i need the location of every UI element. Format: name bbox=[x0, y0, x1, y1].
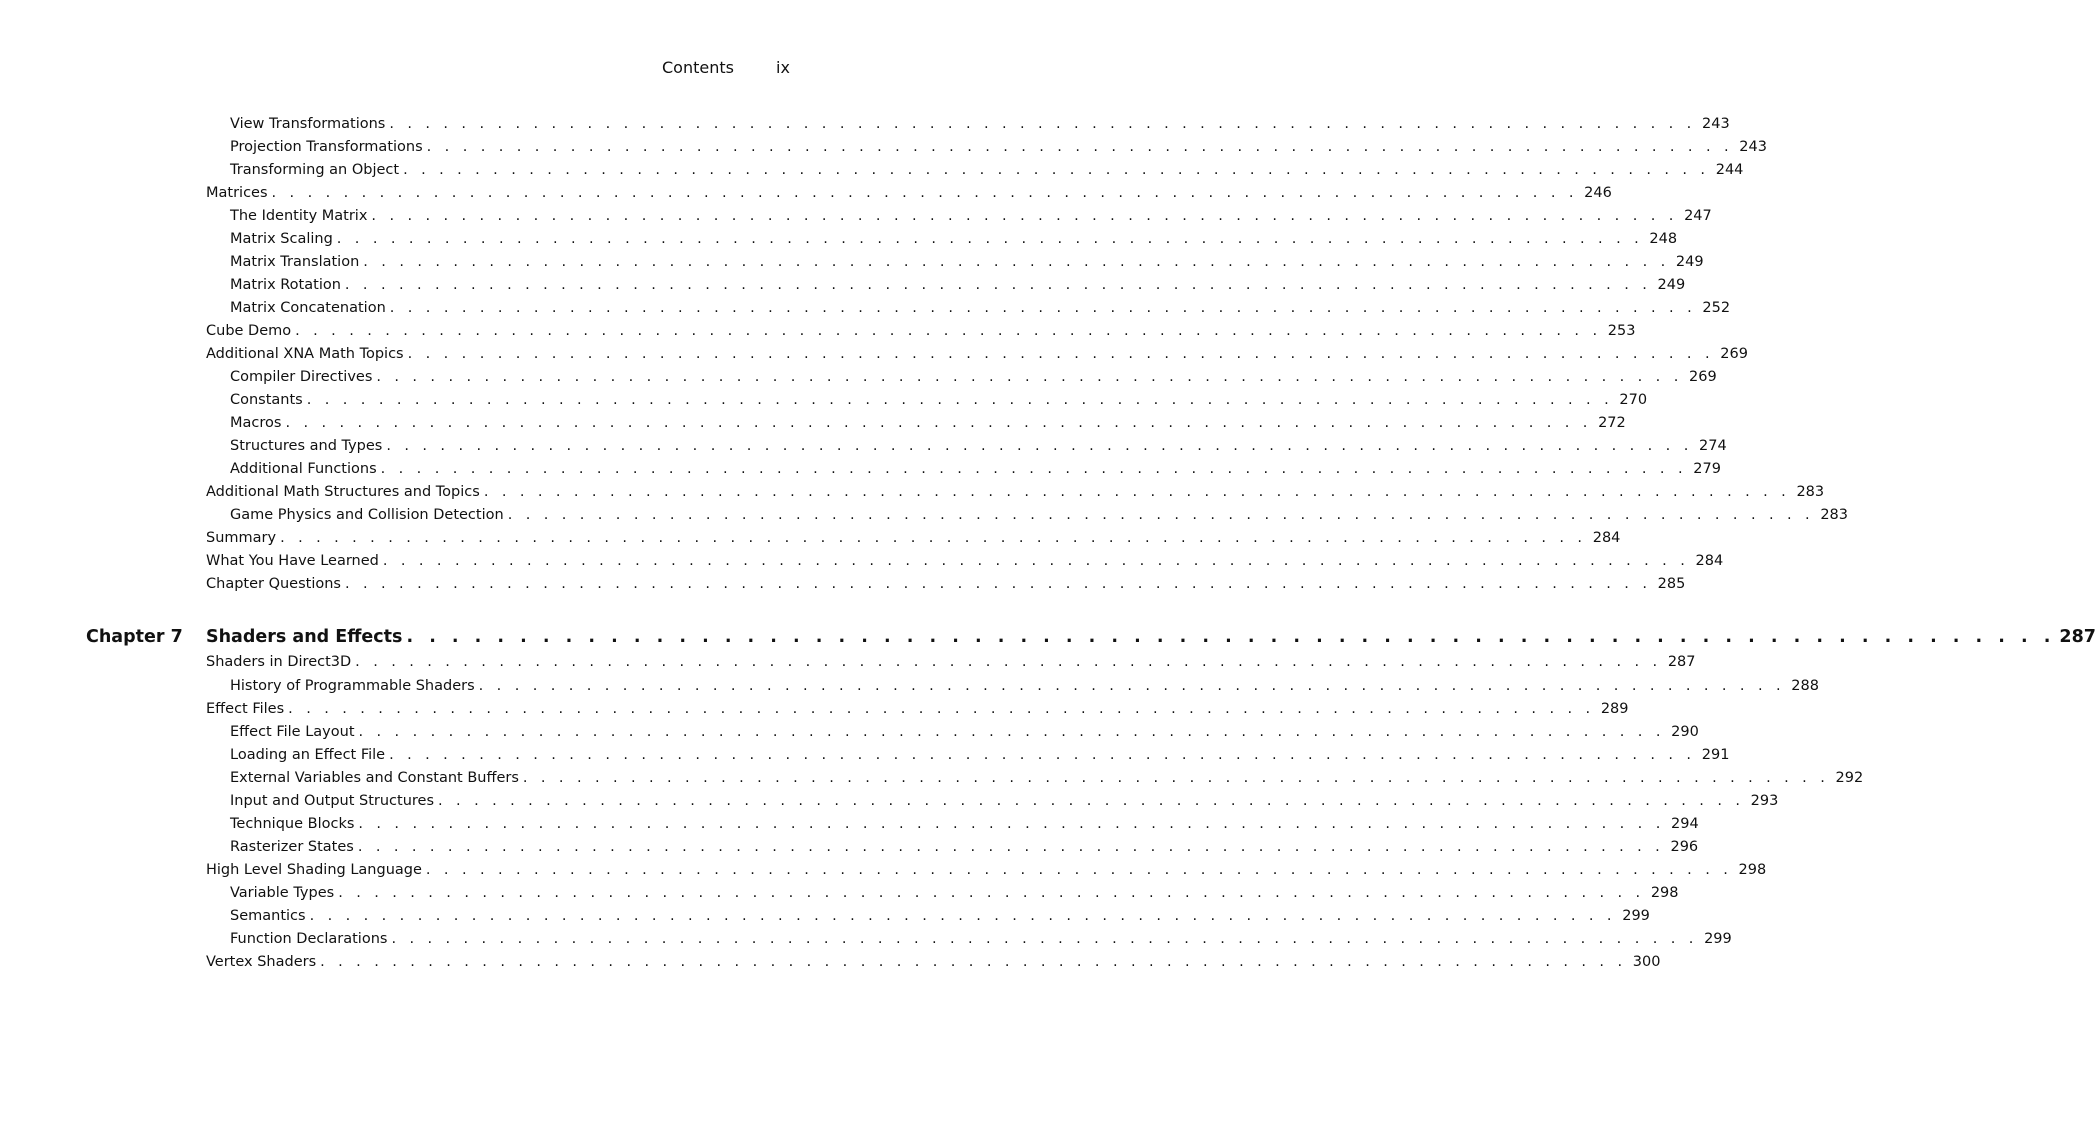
toc-entry-page: 299 bbox=[1622, 908, 1650, 924]
toc-section[interactable] bbox=[206, 321, 1636, 341]
toc-entry[interactable] bbox=[230, 814, 1699, 834]
toc-entry[interactable] bbox=[230, 505, 1849, 525]
toc-entry-page: 296 bbox=[1670, 839, 1699, 855]
toc-entry-page: 249 bbox=[1675, 254, 1704, 270]
dot-leader: . . . . . . . . . . . . . . . . . . . . . . . . . . . . . . . . . . . . . . . . . . . . . . . . . . . . . . . . . . . . . . . . . . . . . . . . . bbox=[280, 530, 1587, 546]
dot-leader: . . . . . . . . . . . . . . . . . . . . . . . . . . . . . . . . . . . . . . . . . . . . . . . . . . . . . . . . . . . . . . . . . . . . . . . . . bbox=[345, 576, 1652, 592]
toc-entry-page: 244 bbox=[1715, 162, 1744, 178]
toc-entry[interactable] bbox=[230, 252, 1704, 272]
toc-entry-page: 248 bbox=[1649, 231, 1678, 247]
dot-leader: . . . . . . . . . . . . . . . . . . . . . . . . . . . . . . . . . . . . . . . . . . . . . . . . . . . . . . . . . . . . . . . . . . . . . . . . . bbox=[507, 507, 1815, 523]
toc-section[interactable] bbox=[206, 952, 1661, 972]
toc-entry[interactable] bbox=[230, 206, 1712, 226]
toc-entry[interactable] bbox=[230, 459, 1721, 479]
toc-entry-page: 292 bbox=[1835, 770, 1864, 786]
toc-entry[interactable] bbox=[230, 722, 1699, 742]
toc-entry-label: Rasterizer States bbox=[230, 839, 354, 855]
toc-entry-label: Matrices bbox=[206, 185, 268, 201]
toc-entry[interactable] bbox=[230, 745, 1730, 765]
toc-entry-page: 243 bbox=[1739, 139, 1767, 155]
toc-entry-label: Summary bbox=[206, 530, 277, 546]
toc-section[interactable] bbox=[206, 344, 1748, 364]
toc-entry-label: Structures and Types bbox=[230, 438, 383, 454]
toc-entry-page: 287 bbox=[1667, 654, 1696, 670]
toc-entry-page: 289 bbox=[1600, 701, 1629, 717]
toc-entry-label: Effect File Layout bbox=[230, 724, 355, 740]
dot-leader: . . . . . . . . . . . . . . . . . . . . . . . . . . . . . . . . . . . . . . . . . . . . . . . . . . . . . . . . . . . . . . . . . . . . . . . . . bbox=[380, 461, 1687, 477]
dot-leader: . . . . . . . . . . . . . . . . . . . . . . . . . . . . . . . . . . . . . . . . . . . . . . . . . . . . . . . . . . . . . . . . . . . . . . . . . bbox=[358, 724, 1665, 740]
dot-leader: . . . . . . . . . . . . . . . . . . . . . . . . . . . . . . . . . . . . . . . . . . . . . . . . . . . . . . . . . . . . . . . . . . . . . . . . . bbox=[382, 553, 1690, 569]
toc-entry-page: 294 bbox=[1671, 816, 1699, 832]
toc-entry-page: 274 bbox=[1699, 438, 1727, 454]
dot-leader: . . . . . . . . . . . . . . . . . . . . . . . . . . . . . . . . . . . . . . . . . . . . . . . . . . . . . . . . . . . . . . . . . . . . . . . . . bbox=[426, 139, 1733, 155]
toc-entry[interactable] bbox=[230, 137, 1767, 157]
toc-entry-label: Loading an Effect File bbox=[230, 747, 386, 763]
toc-entry-label: What You Have Learned bbox=[206, 553, 379, 569]
dot-leader: . . . . . . . . . . . . . . . . . . . . . . . . . . . . . . . . . . . . . . . . . . . . . . . . . . . . . . . . . . . . . . . . . . . . . . . . . bbox=[320, 954, 1627, 970]
toc-section[interactable] bbox=[206, 482, 1825, 502]
dot-leader: . . . . . . . . . . . . . . . . . . . . . . . . . . . . . . . . . . . . . . . . . . . . . . . . . . . . . . . . . . . . . . . . . . . . . . . . . bbox=[285, 415, 1592, 431]
toc-entry-label: Macros bbox=[230, 415, 282, 431]
toc-entry[interactable] bbox=[230, 906, 1650, 926]
toc-entry[interactable] bbox=[230, 768, 1864, 788]
toc-entry-label: Additional Math Structures and Topics bbox=[206, 484, 480, 500]
toc-entry-label: Transforming an Object bbox=[230, 162, 400, 178]
toc-entry-page: 246 bbox=[1584, 185, 1612, 201]
toc-entry-page: 284 bbox=[1695, 553, 1724, 569]
toc-entry-label: Additional XNA Math Topics bbox=[206, 346, 404, 362]
dot-leader: . . . . . . . . . . . . . . . . . . . . . . . . . . . . . . . . . . . . . . . . . . . . . . . . . . . . . . . . . . . . . . . . . . . . . . . . . bbox=[363, 254, 1670, 270]
toc-entry-label: Matrix Scaling bbox=[230, 231, 333, 247]
toc-entry-label: Matrix Rotation bbox=[230, 277, 341, 293]
toc-entry-page: 298 bbox=[1650, 885, 1679, 901]
toc-section[interactable] bbox=[206, 183, 1612, 203]
dot-leader: . . . . . . . . . . . . . . . . . . . . . . . . . . . . . . . . . . . . . . . . . . . . . . . . . . . . . . . . . . . . . . . . . . . . . . . . . bbox=[306, 392, 1614, 408]
toc-entry-page: 272 bbox=[1598, 415, 1626, 431]
toc-entry[interactable] bbox=[230, 791, 1779, 811]
dot-leader: . . . . . . . . . . . . . . . . . . . . . . . . . . . . . . . . . . . . . . . . . . . . . . . . . . . . . . . . . . . . . . . . . . . . . . . . . bbox=[344, 277, 1652, 293]
dot-leader: . . . . . . . . . . . . . . . . . . . . . . . . . . . . . . . . . . . . . . . . . . . . . . . . . . . . . . . . . . . . . . . . . . . . . . . . . bbox=[271, 185, 1578, 201]
toc-entry-page: 283 bbox=[1796, 484, 1825, 500]
toc-entry-page: 284 bbox=[1592, 530, 1621, 546]
dot-leader: . . . . . . . . . . . . . . . . . . . . . . . . . . . . . . . . . . . . . . . . . . . . . . . . . . . . . . . . . . . . . . . . . . . . . . . . . bbox=[406, 627, 2056, 647]
chapter-title-entry bbox=[206, 624, 2096, 650]
toc-entry[interactable] bbox=[230, 413, 1626, 433]
dot-leader: . . . . . . . . . . . . . . . . . . . . . . . . . . . . . . . . . . . . . . . . . . . . . . . . . . . . . . . . . . . . . . . . . . . . . . . . . bbox=[389, 116, 1696, 132]
dot-leader: . . . . . . . . . . . . . . . . . . . . . . . . . . . . . . . . . . . . . . . . . . . . . . . . . . . . . . . . . . . . . . . . . . . . . . . . . bbox=[389, 300, 1697, 316]
chapter-number: Chapter 7 bbox=[86, 627, 183, 647]
toc-entry-page: 291 bbox=[1701, 747, 1730, 763]
toc-entry[interactable] bbox=[230, 390, 1648, 410]
toc-entry-page: 300 bbox=[1632, 954, 1661, 970]
toc-entry[interactable] bbox=[230, 837, 1699, 857]
dot-leader: . . . . . . . . . . . . . . . . . . . . . . . . . . . . . . . . . . . . . . . . . . . . . . . . . . . . . . . . . . . . . . . . . . . . . . . . . bbox=[336, 231, 1644, 247]
toc-entry-label: Vertex Shaders bbox=[206, 954, 317, 970]
toc-entry[interactable] bbox=[230, 436, 1727, 456]
toc-entry-page: 269 bbox=[1720, 346, 1748, 362]
toc-entry[interactable] bbox=[230, 883, 1679, 903]
running-header-page-number: ix bbox=[776, 58, 790, 77]
toc-entry-label: Function Declarations bbox=[230, 931, 388, 947]
dot-leader: . . . . . . . . . . . . . . . . . . . . . . . . . . . . . . . . . . . . . . . . . . . . . . . . . . . . . . . . . . . . . . . . . . . . . . . . . bbox=[407, 346, 1714, 362]
dot-leader: . . . . . . . . . . . . . . . . . . . . . . . . . . . . . . . . . . . . . . . . . . . . . . . . . . . . . . . . . . . . . . . . . . . . . . . . . bbox=[357, 839, 1665, 855]
toc-entry-page: 288 bbox=[1791, 678, 1819, 694]
toc-entry-label: Matrix Concatenation bbox=[230, 300, 386, 316]
toc-entry-label: Input and Output Structures bbox=[230, 793, 435, 809]
toc-entry[interactable] bbox=[230, 114, 1730, 134]
toc-entry-label: Technique Blocks bbox=[230, 816, 355, 832]
toc-entry-page: 293 bbox=[1750, 793, 1779, 809]
toc-entry[interactable] bbox=[230, 676, 1819, 696]
toc-entry-label: Variable Types bbox=[230, 885, 335, 901]
dot-leader: . . . . . . . . . . . . . . . . . . . . . . . . . . . . . . . . . . . . . . . . . . . . . . . . . . . . . . . . . . . . . . . . . . . . . . . . . bbox=[309, 908, 1616, 924]
toc-entry[interactable] bbox=[230, 275, 1686, 295]
dot-leader: . . . . . . . . . . . . . . . . . . . . . . . . . . . . . . . . . . . . . . . . . . . . . . . . . . . . . . . . . . . . . . . . . . . . . . . . . bbox=[376, 369, 1683, 385]
toc-entry-label: Compiler Directives bbox=[230, 369, 373, 385]
toc-section[interactable] bbox=[206, 652, 1696, 672]
toc-entry-label: Projection Transformations bbox=[230, 139, 423, 155]
chapter-title: Shaders and Effects bbox=[206, 627, 403, 647]
toc-entry[interactable] bbox=[230, 367, 1717, 387]
chapter-page: 287 bbox=[2059, 627, 2096, 647]
toc-entry-label: Constants bbox=[230, 392, 303, 408]
toc-chapter-heading[interactable] bbox=[86, 624, 2096, 650]
toc-entry-label: View Transformations bbox=[230, 116, 386, 132]
dot-leader: . . . . . . . . . . . . . . . . . . . . . . . . . . . . . . . . . . . . . . . . . . . . . . . . . . . . . . . . . . . . . . . . . . . . . . . . . bbox=[425, 862, 1733, 878]
toc-entry[interactable] bbox=[230, 229, 1678, 249]
toc-entry-label: History of Programmable Shaders bbox=[230, 678, 475, 694]
toc-entry-page: 290 bbox=[1671, 724, 1699, 740]
toc-entry-page: 298 bbox=[1738, 862, 1767, 878]
toc-entry-label: High Level Shading Language bbox=[206, 862, 422, 878]
toc-entry-label: Shaders in Direct3D bbox=[206, 654, 352, 670]
dot-leader: . . . . . . . . . . . . . . . . . . . . . . . . . . . . . . . . . . . . . . . . . . . . . . . . . . . . . . . . . . . . . . . . . . . . . . . . . bbox=[478, 678, 1785, 694]
dot-leader: . . . . . . . . . . . . . . . . . . . . . . . . . . . . . . . . . . . . . . . . . . . . . . . . . . . . . . . . . . . . . . . . . . . . . . . . . bbox=[338, 885, 1645, 901]
dot-leader: . . . . . . . . . . . . . . . . . . . . . . . . . . . . . . . . . . . . . . . . . . . . . . . . . . . . . . . . . . . . . . . . . . . . . . . . . bbox=[483, 484, 1791, 500]
dot-leader: . . . . . . . . . . . . . . . . . . . . . . . . . . . . . . . . . . . . . . . . . . . . . . . . . . . . . . . . . . . . . . . . . . . . . . . . . bbox=[522, 770, 1830, 786]
dot-leader: . . . . . . . . . . . . . . . . . . . . . . . . . . . . . . . . . . . . . . . . . . . . . . . . . . . . . . . . . . . . . . . . . . . . . . . . . bbox=[355, 654, 1662, 670]
toc-entry-page: 243 bbox=[1702, 116, 1730, 132]
toc-entry-label: Cube Demo bbox=[206, 323, 292, 339]
toc-entry-page: 247 bbox=[1684, 208, 1712, 224]
dot-leader: . . . . . . . . . . . . . . . . . . . . . . . . . . . . . . . . . . . . . . . . . . . . . . . . . . . . . . . . . . . . . . . . . . . . . . . . . bbox=[386, 438, 1693, 454]
toc-entry-label: Chapter Questions bbox=[206, 576, 341, 592]
toc-entry[interactable] bbox=[230, 298, 1731, 318]
dot-leader: . . . . . . . . . . . . . . . . . . . . . . . . . . . . . . . . . . . . . . . . . . . . . . . . . . . . . . . . . . . . . . . . . . . . . . . . . bbox=[389, 747, 1696, 763]
toc-entry-label: Matrix Translation bbox=[230, 254, 360, 270]
toc-section[interactable] bbox=[206, 574, 1686, 594]
toc-entry-page: 299 bbox=[1704, 931, 1732, 947]
dot-leader: . . . . . . . . . . . . . . . . . . . . . . . . . . . . . . . . . . . . . . . . . . . . . . . . . . . . . . . . . . . . . . . . . . . . . . . . . bbox=[438, 793, 1745, 809]
toc-entry-page: 253 bbox=[1607, 323, 1636, 339]
toc-entry-page: 283 bbox=[1820, 507, 1849, 523]
dot-leader: . . . . . . . . . . . . . . . . . . . . . . . . . . . . . . . . . . . . . . . . . . . . . . . . . . . . . . . . . . . . . . . . . . . . . . . . . bbox=[371, 208, 1678, 224]
dot-leader: . . . . . . . . . . . . . . . . . . . . . . . . . . . . . . . . . . . . . . . . . . . . . . . . . . . . . . . . . . . . . . . . . . . . . . . . . bbox=[288, 701, 1595, 717]
dot-leader: . . . . . . . . . . . . . . . . . . . . . . . . . . . . . . . . . . . . . . . . . . . . . . . . . . . . . . . . . . . . . . . . . . . . . . . . . bbox=[403, 162, 1710, 178]
dot-leader: . . . . . . . . . . . . . . . . . . . . . . . . . . . . . . . . . . . . . . . . . . . . . . . . . . . . . . . . . . . . . . . . . . . . . . . . . bbox=[391, 931, 1698, 947]
toc-entry-label: The Identity Matrix bbox=[230, 208, 368, 224]
running-header-title: Contents bbox=[662, 58, 734, 77]
toc-entry-page: 279 bbox=[1693, 461, 1721, 477]
toc-entry-label: External Variables and Constant Buffers bbox=[230, 770, 519, 786]
toc-section[interactable] bbox=[206, 860, 1767, 880]
toc-entry-label: Semantics bbox=[230, 908, 306, 924]
toc-entry-label: Effect Files bbox=[206, 701, 285, 717]
dot-leader: . . . . . . . . . . . . . . . . . . . . . . . . . . . . . . . . . . . . . . . . . . . . . . . . . . . . . . . . . . . . . . . . . . . . . . . . . bbox=[295, 323, 1602, 339]
toc-entry-page: 285 bbox=[1657, 576, 1686, 592]
dot-leader: . . . . . . . . . . . . . . . . . . . . . . . . . . . . . . . . . . . . . . . . . . . . . . . . . . . . . . . . . . . . . . . . . . . . . . . . . bbox=[358, 816, 1665, 832]
toc-entry-page: 269 bbox=[1689, 369, 1717, 385]
toc-section[interactable] bbox=[206, 551, 1724, 571]
toc-section[interactable] bbox=[206, 528, 1621, 548]
toc-entry-page: 270 bbox=[1619, 392, 1648, 408]
toc-entry-label: Game Physics and Collision Detection bbox=[230, 507, 504, 523]
toc-entry[interactable] bbox=[230, 929, 1732, 949]
toc-entry-label: Additional Functions bbox=[230, 461, 377, 477]
toc-section[interactable] bbox=[206, 699, 1629, 719]
toc-entry-page: 249 bbox=[1657, 277, 1686, 293]
toc-entry[interactable] bbox=[230, 160, 1744, 180]
toc-entry-page: 252 bbox=[1702, 300, 1731, 316]
